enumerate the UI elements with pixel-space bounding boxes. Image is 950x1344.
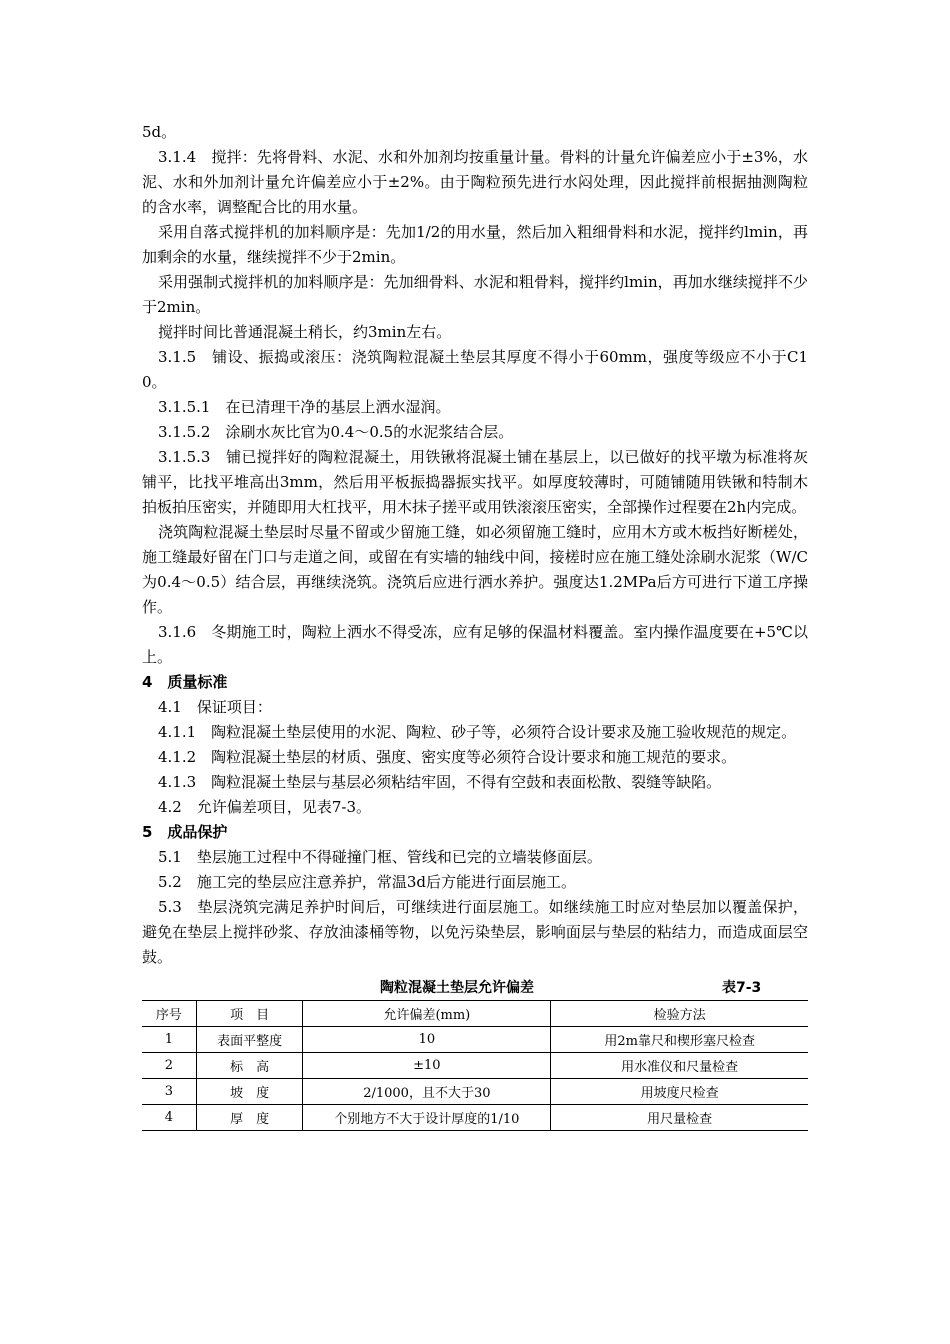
cell-method: 用尺量检查 [551, 1105, 808, 1131]
paragraph: 3.1.6 冬期施工时，陶粒上洒水不得受冻，应有足够的保温材料覆盖。室内操作温度要在+5℃以上。 [142, 623, 808, 666]
cell-serial: 4 [142, 1105, 196, 1131]
paragraph: 5.2 施工完的垫层应注意养护，常温3d后方能进行面层施工。 [158, 873, 577, 891]
header-tolerance: 允许偏差(mm) [303, 1001, 551, 1027]
table-row [142, 1027, 808, 1053]
cell-item: 坡 度 [196, 1079, 303, 1105]
table-title: 陶粒混凝土垫层允许偏差 [380, 980, 534, 996]
table-header-row [142, 1001, 808, 1027]
paragraph: 采用强制式搅拌机的加料顺序是：先加细骨料、水泥和粗骨料，搅拌约lmin，再加水继续搅拌不少于2min。 [142, 273, 808, 316]
header-item: 项 目 [196, 1001, 303, 1027]
cell-item: 表面平整度 [196, 1027, 303, 1053]
table-row [142, 1079, 808, 1105]
section-heading: 4 质量标准 [142, 673, 228, 691]
paragraph: 3.1.5.1 在已清理干净的基层上洒水湿润。 [158, 398, 451, 416]
table-row [142, 1105, 808, 1131]
cell-item: 厚 度 [196, 1105, 303, 1131]
cell-serial: 1 [142, 1027, 196, 1053]
paragraph: 3.1.5.3 铺已搅拌好的陶粒混凝土，用铁锹将混凝土铺在基层上，以已做好的找平墩为标准将灰铺平，比找平堆高出3mm，然后用平板振捣器振实找平。如厚度较薄时，可随铺随用铁锹和特制木拍板拍压密实，并随即用大杠找平，用木抹子搓平或用铁滚滚压密实，全部操作过程要在2h内完成。 [142, 448, 808, 516]
cell-serial: 2 [142, 1053, 196, 1079]
paragraph: 5d。 [142, 123, 177, 141]
paragraph: 3.1.5 铺设、振捣或滚压：浇筑陶粒混凝土垫层其厚度不得小于60mm，强度等级应不小于C10。 [142, 348, 808, 391]
section-heading: 5 成品保护 [142, 823, 228, 841]
table-row [142, 1053, 808, 1079]
document-page [142, 120, 808, 1131]
cell-method: 用坡度尺检查 [551, 1079, 808, 1105]
header-method: 检验方法 [551, 1001, 808, 1027]
cell-serial: 3 [142, 1079, 196, 1105]
cell-tolerance: 个别地方不大于设计厚度的1/10 [303, 1105, 551, 1131]
paragraph: 采用自落式搅拌机的加料顺序是：先加1/2的用水量，然后加入粗细骨料和水泥，搅拌约lmin，再加剩余的水量，继续搅拌不少于2min。 [142, 223, 808, 266]
paragraph: 4.2 允许偏差项目，见表7-3。 [158, 798, 372, 816]
body-text [142, 120, 808, 970]
cell-tolerance: ±10 [303, 1053, 551, 1079]
paragraph: 5.3 垫层浇筑完满足养护时间后，可继续进行面层施工。如继续施工时应对垫层加以覆盖保护，避免在垫层上搅拌砂浆、存放油漆桶等物，以免污染垫层，影响面层与垫层的粘结力，而造成面层空鼓。 [142, 898, 808, 966]
paragraph: 浇筑陶粒混凝土垫层时尽量不留或少留施工缝，如必须留施工缝时，应用木方或木板挡好断槎处，施工缝最好留在门口与走道之间，或留在有实墙的轴线中间，接槎时应在施工缝处涂刷水泥浆（W/C为0.4～0.5）结合层，再继续浇筑。浇筑后应进行洒水养护。强度达1.2MPa后方可进行下道工序操作。 [142, 523, 808, 616]
cell-method: 用2m靠尺和楔形塞尺检查 [551, 1027, 808, 1053]
cell-tolerance: 2/1000，且不大于30 [303, 1079, 551, 1105]
paragraph: 4.1.3 陶粒混凝土垫层与基层必须粘结牢固，不得有空鼓和表面松散、裂缝等缺陷。 [158, 773, 722, 791]
table-caption [142, 974, 808, 1000]
cell-item: 标 高 [196, 1053, 303, 1079]
paragraph: 5.1 垫层施工过程中不得碰撞门框、管线和已完的立墙装修面层。 [158, 848, 602, 866]
paragraph: 3.1.4 搅拌：先将骨料、水泥、水和外加剂均按重量计量。骨料的计量允许偏差应小于±3%，水泥、水和外加剂计量允许偏差应小于±2%。由于陶粒预先进行水闷处理，因此搅拌前根据抽测陶粒的含水率，调整配合比的用水量。 [142, 148, 808, 216]
paragraph: 搅拌时间比普通混凝土稍长，约3min左右。 [158, 323, 452, 341]
paragraph: 4.1 保证项目： [158, 698, 272, 716]
paragraph: 3.1.5.2 涂刷水灰比官为0.4～0.5的水泥浆结合层。 [158, 423, 514, 441]
cell-method: 用水准仪和尺量检查 [551, 1053, 808, 1079]
paragraph: 4.1.1 陶粒混凝土垫层使用的水泥、陶粒、砂子等，必须符合设计要求及施工验收规范的规定。 [158, 723, 797, 741]
table-number: 表7-3 [722, 980, 762, 996]
paragraph: 4.1.2 陶粒混凝土垫层的材质、强度、密实度等必须符合设计要求和施工规范的要求。 [158, 748, 737, 766]
tolerance-table [142, 1000, 808, 1131]
cell-tolerance: 10 [303, 1027, 551, 1053]
header-serial: 序号 [142, 1001, 196, 1027]
